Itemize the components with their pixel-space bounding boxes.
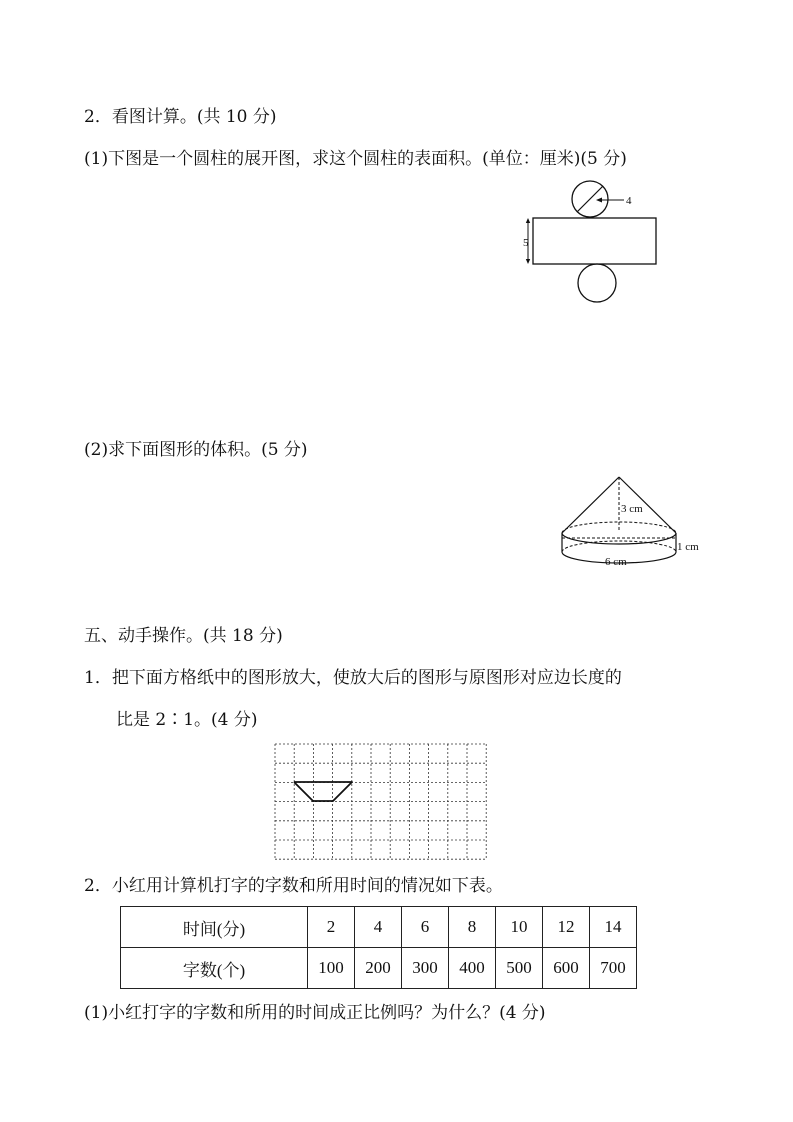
table-cell: 4 xyxy=(355,907,402,948)
question-2-part-2: (2)求下面图形的体积。(5 分) xyxy=(84,440,308,460)
net-height-label: 5 xyxy=(523,237,529,249)
table-cell: 700 xyxy=(590,948,637,989)
table-row-time xyxy=(121,907,637,948)
table-cell: 8 xyxy=(449,907,496,948)
table-cell: 2 xyxy=(308,907,355,948)
cylinder-height-label: 1 cm xyxy=(677,541,699,553)
table-cell: 200 xyxy=(355,948,402,989)
cone-height-label: 3 cm xyxy=(621,503,643,515)
diameter-label: 6 cm xyxy=(605,556,627,568)
net-height-arrow-bottom xyxy=(526,259,530,264)
table-cell: 500 xyxy=(496,948,543,989)
typing-data-table xyxy=(120,906,637,989)
section-5-question-2-intro: 2．小红用计算机打字的字数和所用时间的情况如下表。 xyxy=(84,876,503,896)
table-cell: 100 xyxy=(308,948,355,989)
net-diameter-label: 4 xyxy=(626,195,632,207)
cylinder-bottom-back xyxy=(562,541,676,552)
question-2-heading: 2．看图计算。(共 10 分) xyxy=(84,107,277,127)
section-5-heading: 五、动手操作。(共 18 分) xyxy=(84,626,283,646)
trapezoid-shape xyxy=(294,782,352,801)
table-cell: 10 xyxy=(496,907,543,948)
grid-paper xyxy=(275,744,487,860)
cylinder-net-diagram xyxy=(510,176,670,306)
section-5-question-2-part-1: (1)小红打字的字数和所用的时间成正比例吗？为什么？(4 分) xyxy=(84,1003,546,1023)
table-cell: 400 xyxy=(449,948,496,989)
table-cell: 14 xyxy=(590,907,637,948)
table-header-time: 时间(分) xyxy=(121,907,308,948)
net-bottom-circle xyxy=(578,264,616,302)
net-lateral-rectangle xyxy=(533,218,656,264)
table-cell: 600 xyxy=(543,948,590,989)
table-cell: 300 xyxy=(402,948,449,989)
question-2-part-1: (1)下图是一个圆柱的展开图，求这个圆柱的表面积。(单位：厘米)(5 分) xyxy=(84,149,627,169)
table-cell: 6 xyxy=(402,907,449,948)
cone-cylinder-diagram xyxy=(553,472,713,572)
grid-lines xyxy=(275,744,486,859)
table-row-words xyxy=(121,948,637,989)
cone-left-edge xyxy=(562,477,619,533)
table-header-words: 字数(个) xyxy=(121,948,308,989)
section-5-question-1-line-1: 1．把下面方格纸中的图形放大，使放大后的图形与原图形对应边长度的 xyxy=(84,668,622,688)
table-cell: 12 xyxy=(543,907,590,948)
net-height-arrow-top xyxy=(526,218,530,223)
section-5-question-1-line-2: 比是 2∶1。(4 分) xyxy=(116,710,258,730)
net-pointer-arrowhead xyxy=(596,198,602,203)
